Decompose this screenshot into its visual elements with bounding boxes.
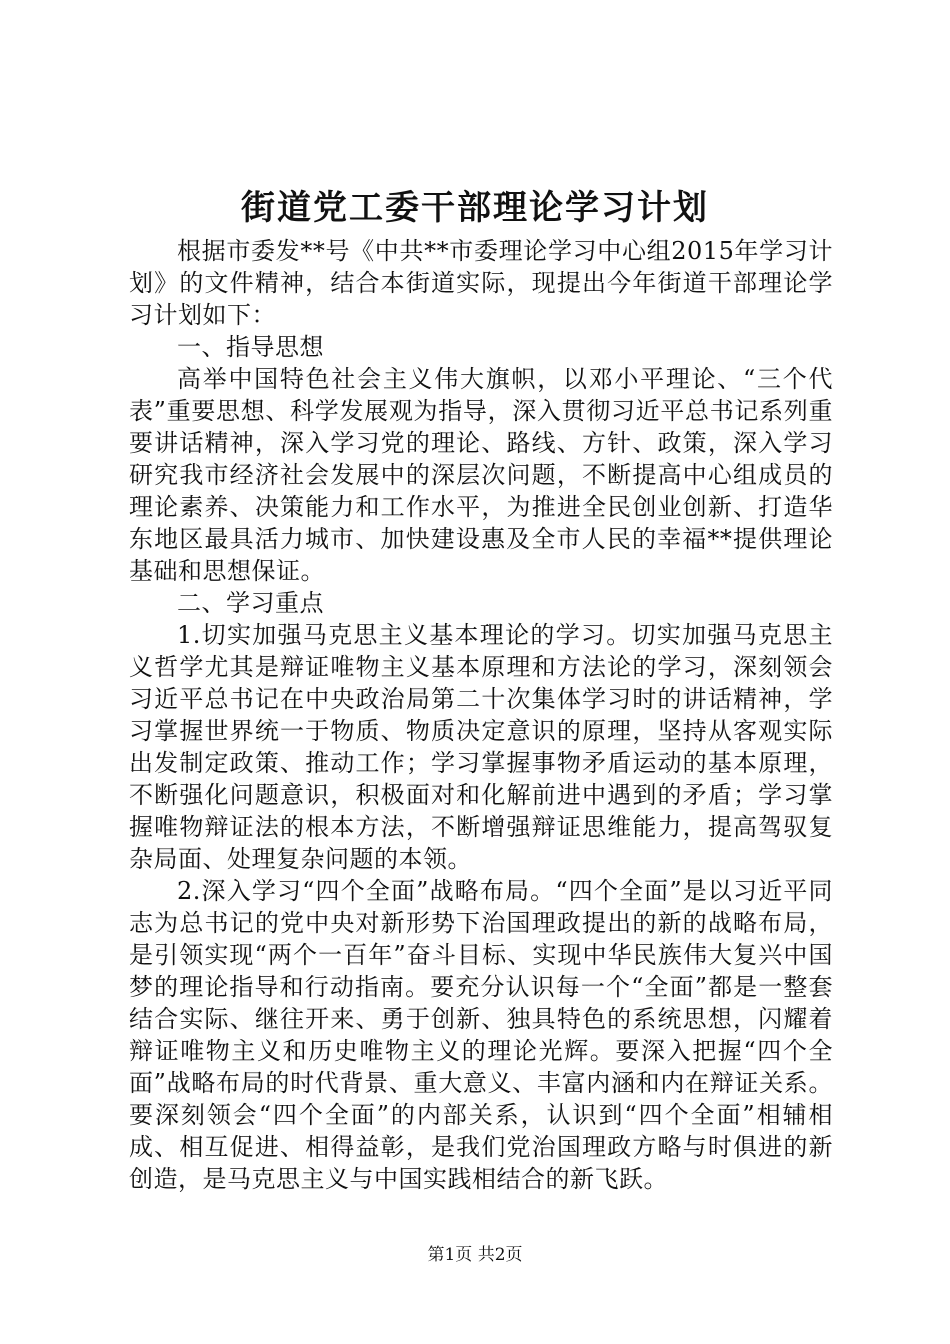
- document-body: [129, 235, 833, 1195]
- document-title: 街道党工委干部理论学习计划: [241, 188, 709, 228]
- section-heading-guiding-ideology: 一、指导思想: [177, 333, 324, 361]
- study-focus-item-1: 1.切实加强马克思主义基本理论的学习。切实加强马克思主义哲学尤其是辩证唯物主义基本原理和方法论的学习，深刻领会习近平总书记在中央政治局第二十次集体学习时的讲话精神，学习掌握世界统一于物质、物质决定意识的原理，坚持从客观实际出发制定政策、推动工作；学习掌握事物矛盾运动的基本原理，不断强化问题意识，积极面对和化解前进中遇到的矛盾；学习掌握唯物辩证法的根本方法，不断增强辩证思维能力，提高驾驭复杂局面、处理复杂问题的本领。: [129, 621, 833, 873]
- guiding-ideology-paragraph: 高举中国特色社会主义伟大旗帜，以邓小平理论、“三个代表”重要思想、科学发展观为指导，深入贯彻习近平总书记系列重要讲话精神，深入学习党的理论、路线、方针、政策，深入学习研究我市经济社会发展中的深层次问题，不断提高中心组成员的理论素养、决策能力和工作水平，为推进全民创业创新、打造华东地区最具活力城市、加快建设惠及全市人民的幸福**提供理论基础和思想保证。: [129, 365, 833, 585]
- section-heading-study-focus: 二、学习重点: [177, 589, 324, 617]
- page-number-footer: 第1页 共2页: [427, 1245, 523, 1265]
- study-focus-item-2: 2.深入学习“四个全面”战略布局。“四个全面”是以习近平同志为总书记的党中央对新形势下治国理政提出的新的战略布局，是引领实现“两个一百年”奋斗目标、实现中华民族伟大复兴中国梦的理论指导和行动指南。要充分认识每一个“全面”都是一整套结合实际、继往开来、勇于创新、独具特色的系统思想，闪耀着辩证唯物主义和历史唯物主义的理论光辉。要深入把握“四个全面”战略布局的时代背景、重大意义、丰富内涵和内在辩证关系。要深刻领会“四个全面”的内部关系，认识到“四个全面”相辅相成、相互促进、相得益彰，是我们党治国理政方略与时俱进的新创造，是马克思主义与中国实践相结合的新飞跃。: [129, 877, 833, 1193]
- intro-paragraph: 根据市委发**号《中共**市委理论学习中心组2015年学习计划》的文件精神，结合本街道实际，现提出今年街道干部理论学习计划如下：: [129, 237, 833, 329]
